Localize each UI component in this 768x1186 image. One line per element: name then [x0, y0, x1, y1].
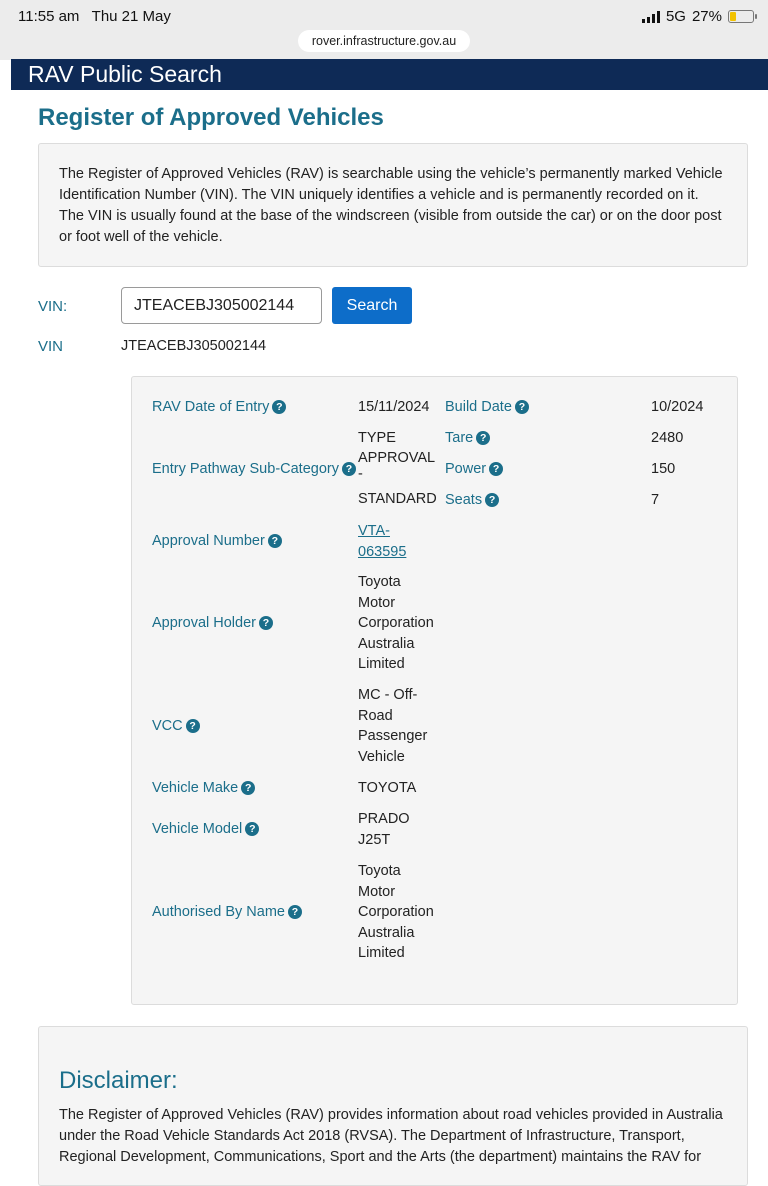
label-text: Tare	[445, 430, 474, 446]
label-text: Seats	[445, 492, 483, 508]
value-line: Toyota	[358, 574, 401, 590]
field-label-power	[445, 461, 503, 477]
value-line: Australia	[358, 924, 415, 941]
network-type: 5G	[665, 8, 686, 25]
value-line: Toyota	[358, 863, 401, 879]
label-text: Vehicle Make	[152, 780, 239, 796]
value-approval-holder	[358, 572, 438, 675]
value-line: 15/11/2024	[358, 399, 430, 415]
value-vehicle-make	[358, 778, 438, 799]
vin-result-value: JTEACEBJ305002144	[121, 338, 267, 354]
signal-icon	[642, 11, 660, 23]
value-line: Vehicle	[358, 748, 405, 765]
help-icon[interactable]: ?	[515, 400, 529, 414]
value-line: TYPE	[358, 430, 396, 446]
help-icon[interactable]: ?	[288, 905, 302, 919]
disclaimer-box	[38, 1026, 748, 1186]
value-line: VTA-	[358, 523, 390, 539]
date: Thu 21 May	[91, 8, 171, 25]
value-line: MC - Off-	[358, 687, 418, 703]
label-text: Build Date	[445, 399, 512, 415]
help-icon[interactable]: ?	[241, 781, 255, 795]
clock: 11:55 am	[18, 8, 80, 25]
value-line: APPROVAL	[358, 449, 436, 466]
value-line: Road	[358, 707, 393, 724]
value-line: 063595	[358, 543, 407, 560]
value-power: 150	[651, 461, 676, 477]
value-vehicle-model	[358, 809, 438, 850]
label-text: Approval Holder	[152, 615, 256, 631]
field-label-rav-date	[152, 399, 286, 415]
field-label-approval-number	[152, 533, 282, 549]
value-line: Limited	[358, 656, 405, 673]
battery-icon	[728, 10, 754, 23]
value-line: Corporation	[358, 615, 434, 632]
approval-number-link[interactable]	[358, 521, 438, 562]
vehicle-details-panel	[131, 376, 738, 1005]
intro-box	[38, 143, 748, 267]
status-bar	[0, 0, 768, 60]
value-line: Australia	[358, 635, 415, 652]
help-icon[interactable]: ?	[342, 462, 356, 476]
vin-input[interactable]: JTEACEBJ305002144	[121, 287, 322, 324]
value-line: Passenger	[358, 728, 428, 745]
value-line: Limited	[358, 945, 405, 962]
help-icon[interactable]: ?	[489, 462, 503, 476]
value-line: PRADO	[358, 811, 410, 827]
field-label-build-date	[445, 399, 529, 415]
field-label-authorised-by	[152, 904, 302, 920]
status-indicators	[642, 8, 754, 25]
value-seats: 7	[651, 492, 660, 508]
label-text: Entry Pathway Sub-Category	[152, 461, 339, 477]
value-line: STANDARD	[358, 490, 437, 507]
label-text: Vehicle Model	[152, 821, 243, 837]
intro-text: The Register of Approved Vehicles (RAV) is searchable using the vehicle’s permanently marked Vehicle Identification Number (VIN). The VIN uniquely identifies a vehicle and is permanently recorded on it. The VIN is usually found at the base of the windscreen (visible from outside the car) or on the door post or foot well of the vehicle.	[59, 166, 723, 245]
value-vcc	[358, 685, 438, 767]
status-time	[18, 8, 171, 25]
value-line: TOYOTA	[358, 780, 417, 796]
help-icon[interactable]: ?	[259, 616, 273, 630]
field-label-tare	[445, 430, 490, 446]
help-icon[interactable]: ?	[245, 822, 259, 836]
help-icon[interactable]: ?	[272, 400, 286, 414]
vin-label: VIN:	[38, 298, 68, 315]
value-line: Motor	[358, 883, 396, 900]
help-icon[interactable]: ?	[186, 719, 200, 733]
field-label-approval-holder	[152, 615, 273, 631]
search-button[interactable]: Search	[332, 287, 412, 324]
label-text: Power	[445, 461, 487, 477]
url-bar[interactable]: rover.infrastructure.gov.au	[298, 30, 470, 52]
help-icon[interactable]: ?	[485, 493, 499, 507]
value-entry-pathway	[358, 428, 438, 509]
label-text: Approval Number	[152, 533, 265, 549]
field-label-vehicle-make	[152, 780, 255, 796]
battery-percent: 27%	[691, 8, 722, 25]
value-line: Motor	[358, 594, 396, 611]
value-tare: 2480	[651, 430, 684, 446]
vin-result-label: VIN	[38, 338, 64, 355]
value-line: J25T	[358, 831, 391, 848]
value-line: -	[358, 465, 363, 482]
disclaimer-text: The Register of Approved Vehicles (RAV) provides information about road vehicles provided in Australia under the Road Vehicle Standards Act 2018 (RVSA). The Department of Infrastructure, Transport, Regional Development, Communications, Sport and the Arts (the department) maintains the RAV for	[59, 1107, 723, 1165]
field-label-vehicle-model	[152, 821, 259, 837]
page-title: Register of Approved Vehicles	[38, 104, 384, 131]
field-label-seats	[445, 492, 499, 508]
help-icon[interactable]: ?	[268, 534, 282, 548]
site-banner: RAV Public Search	[11, 59, 768, 90]
value-authorised-by	[358, 861, 438, 964]
label-text: RAV Date of Entry	[152, 399, 270, 415]
field-label-entry-pathway	[152, 461, 356, 477]
value-rav-date	[358, 397, 448, 418]
label-text: Authorised By Name	[152, 904, 285, 920]
disclaimer-title: Disclaimer:	[59, 1067, 178, 1094]
value-build-date: 10/2024	[651, 399, 704, 415]
value-line: Corporation	[358, 904, 434, 921]
field-label-vcc	[152, 718, 200, 734]
help-icon[interactable]: ?	[476, 431, 490, 445]
label-text: VCC	[152, 718, 183, 734]
